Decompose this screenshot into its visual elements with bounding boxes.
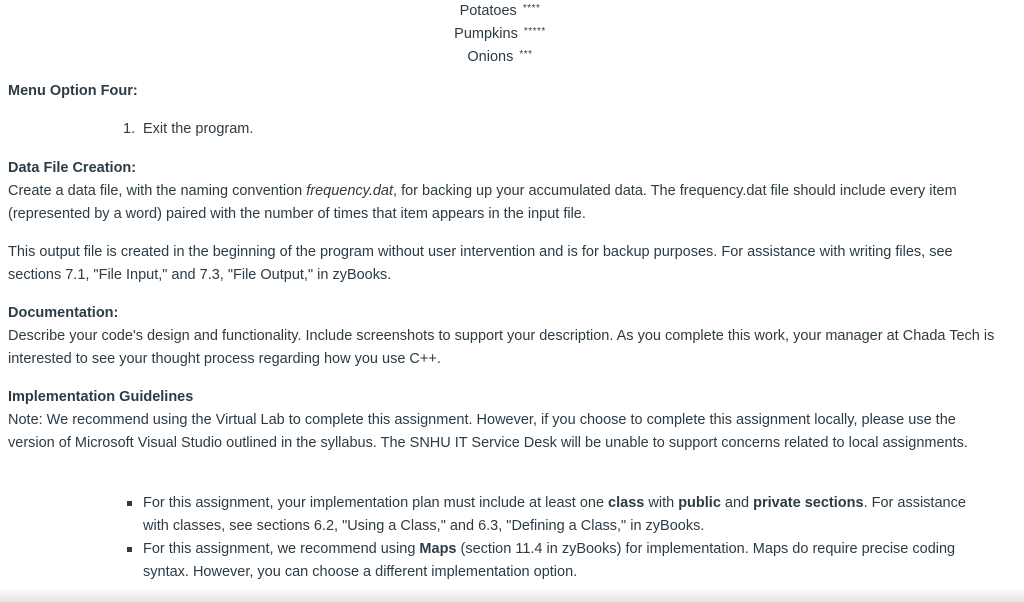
filename-text: frequency.dat — [306, 183, 394, 199]
bullet-item-class — [125, 492, 995, 538]
data-file-creation-heading: Data File Creation: — [8, 160, 137, 176]
exit-program-list-item — [123, 118, 253, 141]
produce-row-onions — [0, 43, 1000, 66]
bullet-item-maps — [125, 538, 995, 584]
produce-stars: ***** — [523, 26, 546, 37]
bold-term: public — [678, 495, 721, 511]
produce-name: Potatoes — [459, 3, 517, 19]
list-item-number: 1. — [123, 121, 136, 137]
data-file-creation-paragraph — [8, 180, 998, 226]
bold-term: class — [608, 495, 645, 511]
list-item-text: Exit the program. — [143, 121, 254, 137]
paragraph-text: , for backing up your accumulated data. The frequency.dat file should include every item (represented by a word) paired with the number of times that item appears in the input file. — [8, 183, 957, 222]
paragraph-text: Create a data file, with the naming convention — [8, 183, 307, 199]
produce-name: Pumpkins — [454, 26, 518, 42]
implementation-guidelines-heading: Implementation Guidelines — [8, 389, 194, 405]
bullet-marker — [127, 501, 132, 506]
produce-row-pumpkins — [0, 20, 1000, 43]
produce-name: Onions — [467, 49, 514, 65]
documentation-paragraph: Describe your code's design and functionality. Include screenshots to support your description. As you complete this work, your manager at Chada Tech is interested to see your thought process regarding how you use C++. — [8, 328, 995, 367]
implementation-note-paragraph: Note: We recommend using the Virtual Lab to complete this assignment. However, if you choose to complete this assignment locally, please use the version of Microsoft Visual Studio outlined in the syllabus. The SNHU IT Service Desk will be unable to support concerns related to local assignments. — [8, 412, 968, 451]
bullet-text: For this assignment, we recommend using — [143, 541, 420, 557]
bullet-text: . For assistance with classes, see sections 6.2, "Using a Class," and 6.3, "Defining a Class," in zyBooks. — [143, 495, 966, 534]
bullet-marker — [127, 547, 132, 552]
produce-stars: **** — [522, 3, 541, 14]
implementation-bullet-list — [125, 492, 995, 584]
bold-term: private sections — [753, 495, 864, 511]
bold-term: Maps — [419, 541, 457, 557]
output-file-paragraph: This output file is created in the beginning of the program without user intervention and is for backup purposes. For assistance with writing files, see sections 7.1, "File Input," and 7.3, "File Output," in zyBooks. — [8, 244, 953, 283]
bullet-text: For this assignment, your implementation plan must include at least one — [143, 495, 609, 511]
produce-stars: *** — [519, 49, 533, 60]
bottom-scroll-shadow — [0, 588, 1024, 602]
bullet-text: (section 11.4 in zyBooks) for implementation. Maps do require precise coding syntax. However, you can choose a different implementation option. — [143, 541, 956, 580]
bullet-text: and — [720, 495, 754, 511]
produce-frequency-list — [0, 0, 1000, 66]
produce-row-potatoes — [0, 0, 1000, 20]
bullet-text: with — [644, 495, 679, 511]
menu-option-four-heading: Menu Option Four: — [8, 83, 138, 99]
documentation-heading: Documentation: — [8, 305, 119, 321]
